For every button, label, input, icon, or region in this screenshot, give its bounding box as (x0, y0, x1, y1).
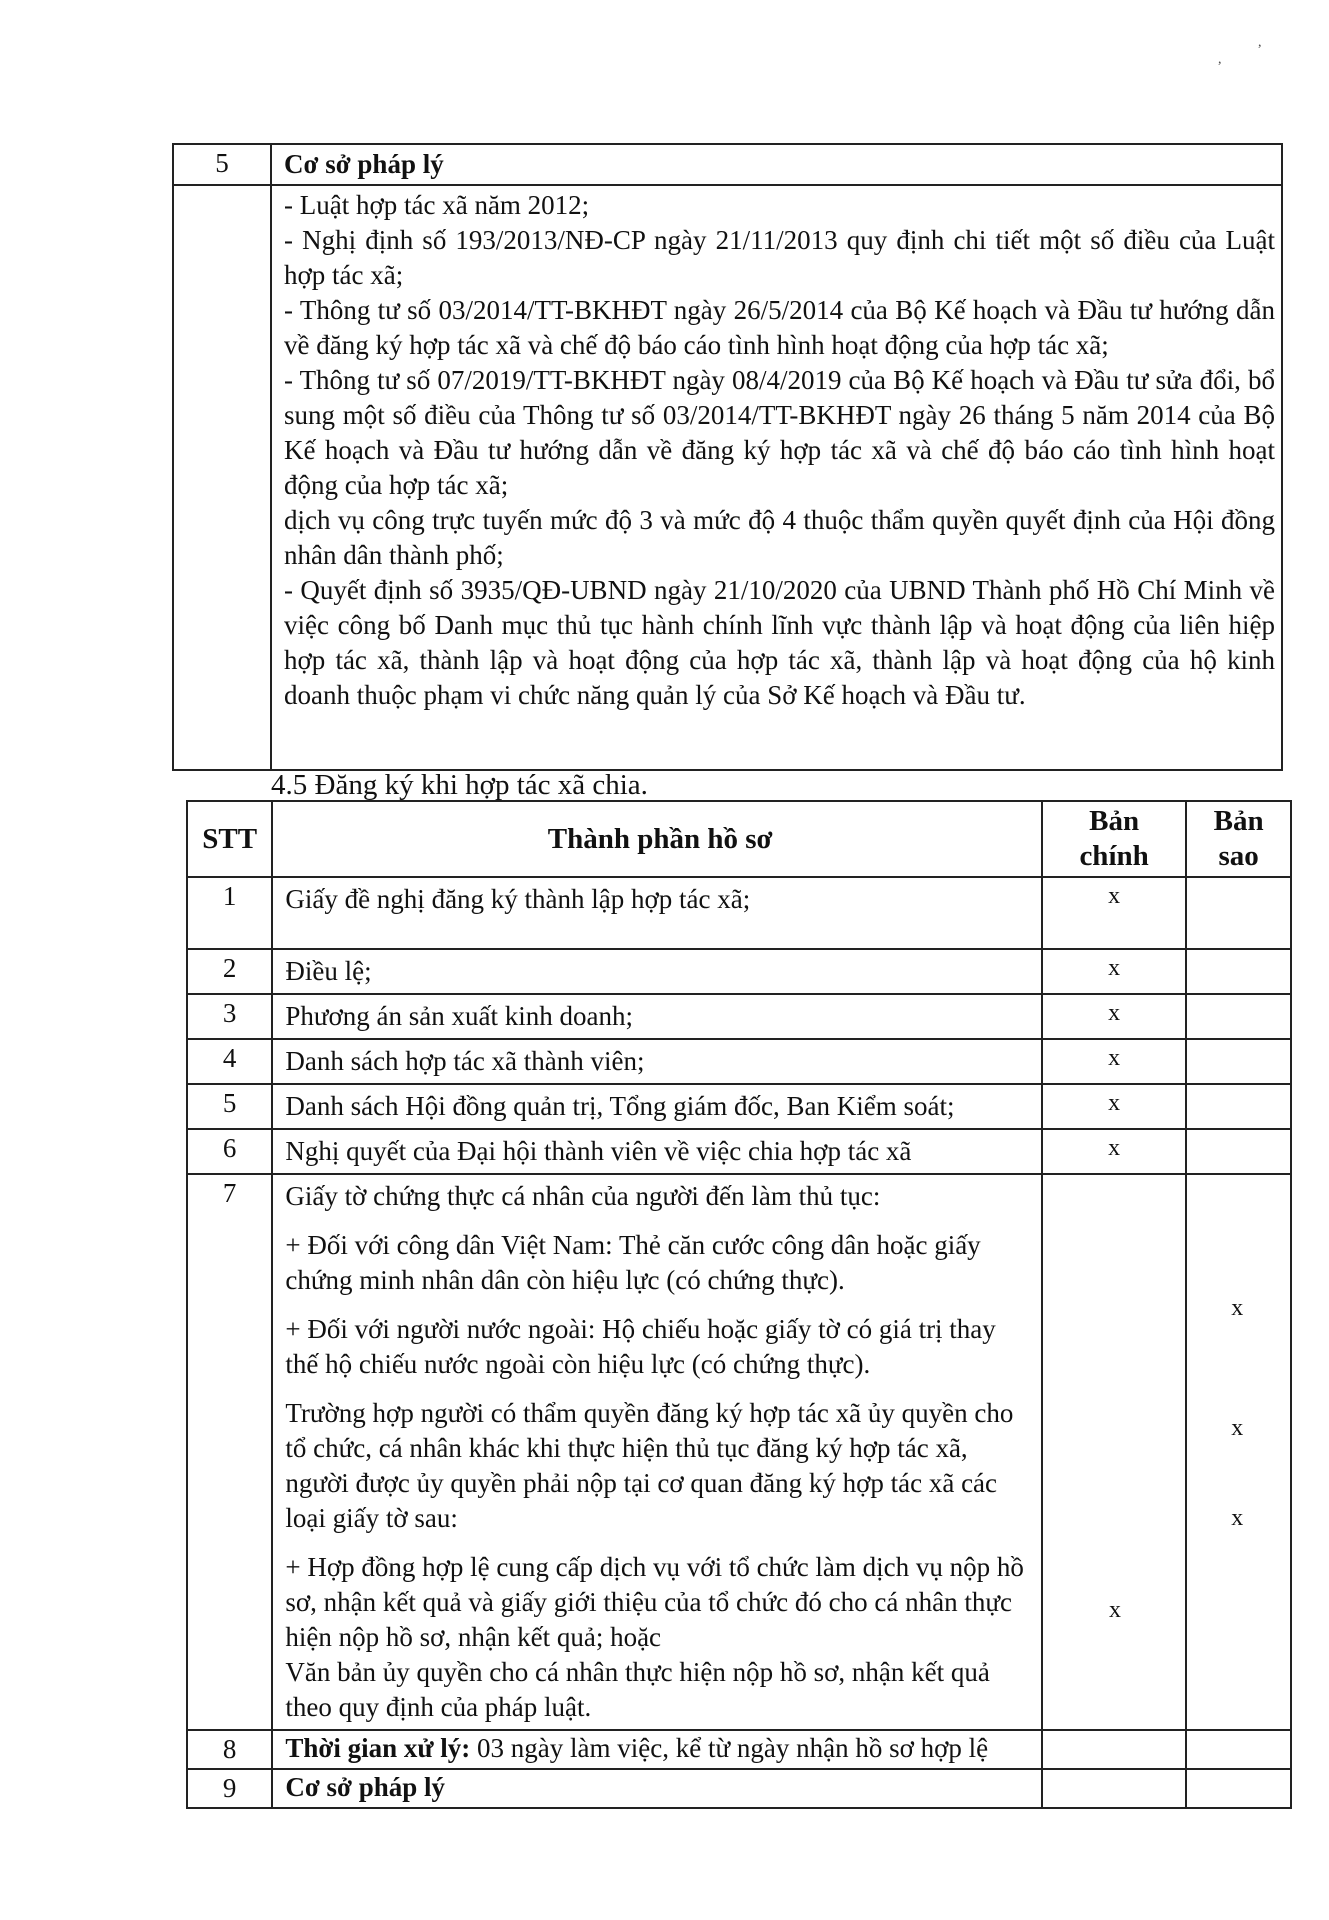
row-ban-chinh-mark: x (1042, 1129, 1186, 1174)
row-stt: 7 (187, 1174, 272, 1730)
processing-time-value: 03 ngày làm việc, kể từ ngày nhận hồ sơ hợp lệ (470, 1733, 989, 1763)
row7-ban-sao-mark-1: x (1231, 1295, 1244, 1321)
row-stt: 6 (187, 1129, 272, 1174)
row-ban-chinh-mark: x (1042, 994, 1186, 1039)
header-name: Thành phần hồ sơ (272, 801, 1042, 877)
header-stt: STT (187, 801, 272, 877)
row-ban-chinh-mark: x (1042, 1084, 1186, 1129)
row-ban-chinh-mark (1042, 1174, 1186, 1730)
legal-basis-item: - Thông tư số 03/2014/TT-BKHĐT ngày 26/5/2014 của Bộ Kế hoạch và Đầu tư hướng dẫn về đăng ký hợp tác xã và chế độ báo cáo tình hình hoạt động của hợp tác xã; (284, 295, 1275, 360)
row-stt: 1 (187, 877, 272, 949)
header-ban-chinh (1042, 801, 1186, 877)
row-ban-sao-mark (1186, 1174, 1291, 1730)
row-name: Điều lệ; (272, 949, 1042, 994)
row-name: Danh sách Hội đồng quản trị, Tổng giám đốc, Ban Kiểm soát; (272, 1084, 1042, 1129)
row-ban-sao-mark (1186, 1039, 1291, 1084)
legal-basis-item: - Luật hợp tác xã năm 2012; (284, 190, 590, 220)
legal-basis-item: - Quyết định số 3935/QĐ-UBND ngày 21/10/2020 của UBND Thành phố Hồ Chí Minh về việc công bố Danh mục thủ tục hành chính lĩnh vực thành lập và hoạt động của liên hiệp hợp tác xã, thành lập và hoạt động của hợp tác xã, thành lập và hoạt động của hộ kinh doanh thuộc phạm vi chức năng quản lý của Sở Kế hoạch và Đầu tư. (284, 575, 1275, 710)
section-number: 5 (173, 144, 271, 185)
table-row (187, 1129, 1291, 1174)
row7-service-contract: + Hợp đồng hợp lệ cung cấp dịch vụ với tổ chức làm dịch vụ nộp hồ sơ, nhận kết quả và giấy giới thiệu của tổ chức đó cho cá nhân thực hiện nộp hồ sơ, nhận kết quả; hoặc (285, 1552, 1024, 1652)
table-row (187, 1084, 1291, 1129)
row-name (272, 1730, 1042, 1769)
row-ban-sao-mark (1186, 994, 1291, 1039)
row7-citizen: + Đối với công dân Việt Nam: Thẻ căn cước công dân hoặc giấy chứng minh nhân dân còn hiệu lực (có chứng thực). (285, 1230, 981, 1295)
header-ban-chinh-line1: Bản (1089, 805, 1140, 837)
row7-ban-chinh-mark-4: x (1108, 1597, 1121, 1623)
row-stt: 4 (187, 1039, 272, 1084)
row-ban-chinh-mark: x (1042, 877, 1186, 949)
table-row (187, 994, 1291, 1039)
row-stt: 8 (187, 1730, 272, 1769)
scan-mark: , (1218, 52, 1222, 67)
table-header (187, 801, 1291, 877)
row-stt: 5 (187, 1084, 272, 1129)
dossier-table (186, 800, 1292, 1809)
row-ban-sao-mark (1186, 877, 1291, 949)
header-ban-sao (1186, 801, 1291, 877)
table-row (187, 1174, 1291, 1730)
processing-time-label: Thời gian xử lý: (285, 1733, 471, 1763)
row-ban-sao-mark (1186, 1129, 1291, 1174)
empty-cell (1186, 1769, 1291, 1808)
empty-cell (173, 185, 271, 770)
row7-intro: Giấy tờ chứng thực cá nhân của người đến làm thủ tục: (285, 1181, 881, 1211)
row-name: Giấy đề nghị đăng ký thành lập hợp tác xã; (272, 877, 1042, 949)
row7-foreigner: + Đối với người nước ngoài: Hộ chiếu hoặc giấy tờ có giá trị thay thế hộ chiếu nước ngoài còn hiệu lực (có chứng thực). (285, 1314, 996, 1379)
header-ban-sao-line1: Bản (1213, 805, 1264, 837)
row-ban-chinh-mark: x (1042, 1039, 1186, 1084)
table-row (187, 1769, 1291, 1808)
empty-cell (1042, 1730, 1186, 1769)
header-ban-chinh-line2: chính (1079, 840, 1149, 872)
empty-cell (1042, 1769, 1186, 1808)
table-row (187, 949, 1291, 994)
header-ban-sao-line2: sao (1218, 840, 1259, 872)
empty-cell (1186, 1730, 1291, 1769)
row-name: Danh sách hợp tác xã thành viên; (272, 1039, 1042, 1084)
row-ban-sao-mark (1186, 1084, 1291, 1129)
legal-basis-list (271, 185, 1282, 770)
legal-basis-table (172, 143, 1283, 771)
row7-ban-sao-mark-3: x (1231, 1505, 1244, 1531)
table-row (187, 1039, 1291, 1084)
legal-basis-item: - Nghị định số 193/2013/NĐ-CP ngày 21/11/2013 quy định chi tiết một số điều của Luật hợp tác xã; (284, 225, 1275, 290)
row-ban-chinh-mark: x (1042, 949, 1186, 994)
legal-basis-label: Cơ sở pháp lý (272, 1769, 1042, 1808)
table-row (187, 1730, 1291, 1769)
row-stt: 3 (187, 994, 272, 1039)
row7-authorization: Trường hợp người có thẩm quyền đăng ký hợp tác xã ủy quyền cho tổ chức, cá nhân khác khi thực hiện thủ tục đăng ký hợp tác xã, người được ủy quyền phải nộp tại cơ quan đăng ký hợp tác xã các loại giấy tờ sau: (285, 1398, 1014, 1533)
row-name (272, 1174, 1042, 1730)
row-name: Nghị quyết của Đại hội thành viên về việc chia hợp tác xã (272, 1129, 1042, 1174)
row7-authorization-letter: Văn bản ủy quyền cho cá nhân thực hiện nộp hồ sơ, nhận kết quả theo quy định của pháp luật. (285, 1657, 990, 1722)
table-row (187, 877, 1291, 949)
row-ban-sao-mark (1186, 949, 1291, 994)
legal-basis-item: - Thông tư số 07/2019/TT-BKHĐT ngày 08/4/2019 của Bộ Kế hoạch và Đầu tư sửa đổi, bổ sung một số điều của Thông tư số 03/2014/TT-BKHĐT ngày 26 tháng 5 năm 2014 của Bộ Kế hoạch và Đầu tư hướng dẫn về đăng ký hợp tác xã và chế độ báo cáo tình hình hoạt động của hợp tác xã; (284, 365, 1275, 500)
section-caption: 4.5 Đăng ký khi hợp tác xã chia. (271, 769, 648, 801)
section-title: Cơ sở pháp lý (271, 144, 1282, 185)
scan-mark: , (1258, 35, 1262, 50)
legal-basis-item: dịch vụ công trực tuyến mức độ 3 và mức độ 4 thuộc thẩm quyền quyết định của Hội đồng nhân dân thành phố; (284, 505, 1275, 570)
row-stt: 2 (187, 949, 272, 994)
row-stt: 9 (187, 1769, 272, 1808)
row-name: Phương án sản xuất kinh doanh; (272, 994, 1042, 1039)
row7-ban-sao-mark-2: x (1231, 1415, 1244, 1441)
